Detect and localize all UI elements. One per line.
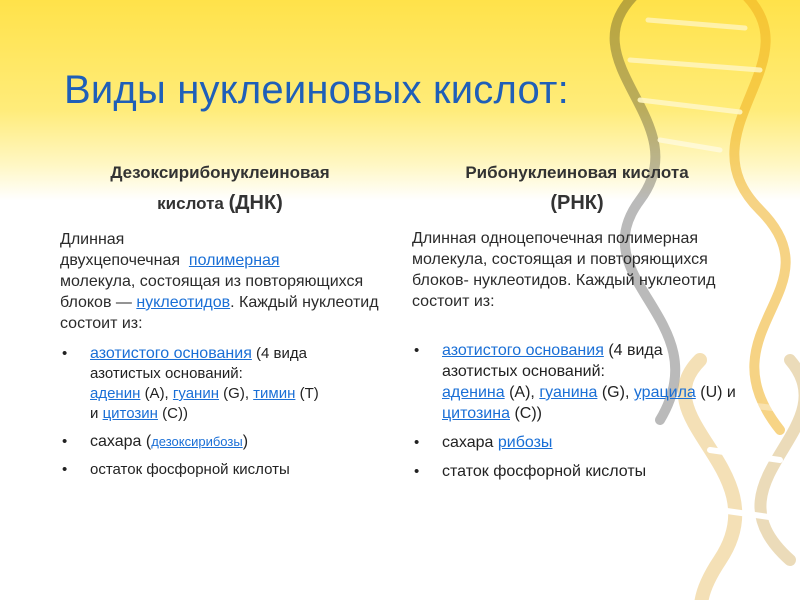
rna-heading [412,158,742,218]
dna-intro-text: Длинная [60,231,125,248]
dna-heading [60,158,380,219]
list-item [60,344,380,424]
bullet-dot: • [414,342,420,359]
list-item-text: остаток фосфорной кислоты [90,461,290,478]
cytosine-link[interactable]: цитозин [102,405,158,422]
uracil-link[interactable]: урацила [633,384,696,401]
cytosine-link[interactable]: цитозина [442,405,510,422]
list-item-text: (4 вида азотистых оснований: [442,342,663,380]
deoxyribose-link[interactable]: дезоксирибозы [151,434,243,449]
dna-intro-text: . Каждый нуклеотид состоит из: [60,294,379,332]
dna-heading-line1: Дезоксирибонуклеиновая [110,163,330,182]
guanine-link[interactable]: гуанина [539,384,598,401]
dna-heading-line2 [60,188,380,219]
list-item-text: (G), [223,385,249,402]
bullet-dot: • [414,463,420,480]
rna-description: Длинная одноцепочечная полимерная молекула, состоящая и повторяющихся блоков- нуклеотидов. Каждый нуклеотид состоит из: [412,230,716,310]
dna-intro-text: блоков — [60,294,132,311]
nitrogen-base-link[interactable]: азотистого основания [442,342,604,359]
list-item-text: (A), [144,385,169,402]
list-item-text: (G), [601,384,630,401]
list-item-text: статок фосфорной кислоты [442,463,647,480]
rna-abbreviation: (РНК) [550,192,604,214]
dna-components-list [60,344,380,480]
dna-intro-text: двухцепочечная [60,252,181,269]
adenine-link[interactable]: аденина [442,384,505,401]
bullet-dot: • [414,434,420,451]
polymer-link[interactable]: полимерная [188,252,280,269]
dna-description [60,229,380,334]
rna-column [412,158,742,490]
bullet-dot: • [62,433,68,450]
thymine-link[interactable]: тимин [253,385,296,402]
list-item-text: (T) [299,385,319,402]
list-item-text: (C)) [162,405,188,422]
rna-components-list [412,340,742,482]
nucleotides-link[interactable]: нуклеотидов [136,294,231,311]
adenine-link[interactable]: аденин [90,385,141,402]
rna-heading-line1: Рибонуклеиновая кислота [465,163,689,182]
dna-intro-text: молекула, состоящая из повторяющихся [60,273,364,290]
list-item-text: (4 вида азотистых оснований: [90,345,307,382]
dna-heading-word: кислота [157,194,224,213]
list-item-text: (U) и [700,384,736,401]
dna-abbreviation: (ДНК) [228,192,283,214]
list-item-text: сахара ( [90,433,152,450]
list-item-text: ) [242,433,249,450]
ribose-link[interactable]: рибозы [497,434,553,451]
list-item-text: и [90,405,99,422]
list-item [412,432,742,453]
list-item [412,461,742,482]
list-item-text: (A), [509,384,535,401]
guanine-link[interactable]: гуанин [172,385,219,402]
list-item-text: сахара [442,434,494,451]
bullet-dot: • [62,461,68,478]
nitrogen-base-link[interactable]: азотистого основания [90,345,252,362]
list-item [60,432,380,452]
list-item [412,340,742,424]
dna-column [60,158,380,488]
list-item [60,460,380,480]
bullet-dot: • [62,345,68,362]
list-item-text: (C)) [514,405,542,422]
slide-title: Виды нуклеиновых кислот: [64,68,569,112]
